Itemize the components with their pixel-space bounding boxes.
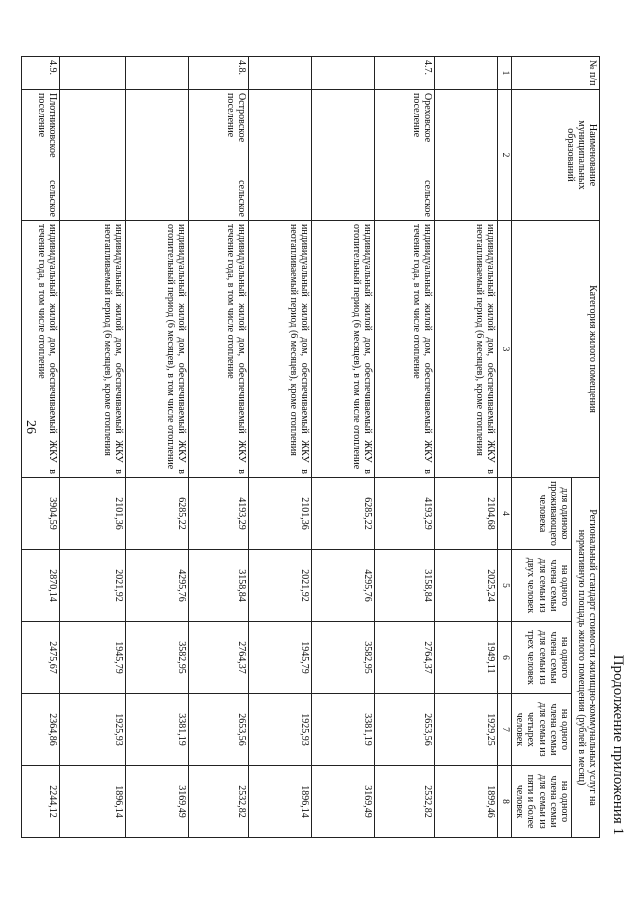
category-cell: индивидуальный жилой дом, обеспечиваемый ЖКУ в неотапливаемый период (6 месяцев), кроме отопления — [60, 221, 126, 478]
value-cell: 3582,95 — [312, 622, 375, 694]
value-cell: 3381,19 — [312, 694, 375, 766]
row-number-cell — [60, 57, 126, 90]
value-cell: 2021,92 — [249, 550, 312, 622]
category-cell: индивидуальный жилой дом, обеспечиваемый ЖКУ в отопительный период (6 месяцев), в том числе отопление — [312, 221, 375, 478]
value-cell: 1945,79 — [60, 622, 126, 694]
category-cell: индивидуальный жилой дом, обеспечиваемый ЖКУ в неотапливаемый период (6 месяцев), кроме отопления — [435, 221, 498, 478]
value-cell: 2101,36 — [249, 478, 312, 550]
row-number-cell — [249, 57, 312, 90]
municipality-cell: Островское сельское поселение — [189, 90, 249, 221]
column-number-row — [498, 57, 512, 838]
header-sub-three: на одного члена семьи для семьи из трех человек — [512, 622, 572, 694]
tariff-table — [21, 56, 600, 838]
value-cell: 3158,84 — [375, 550, 435, 622]
value-cell: 4193,29 — [375, 478, 435, 550]
value-cell: 2244,12 — [22, 766, 60, 838]
value-cell: 1899,46 — [435, 766, 498, 838]
table-row — [435, 57, 498, 838]
row-number-cell: 4.9. — [22, 57, 60, 90]
value-cell: 2653,56 — [375, 694, 435, 766]
municipality-cell: Ореховское сельское поселение — [375, 90, 435, 221]
category-cell: индивидуальный жилой дом, обеспечиваемый ЖКУ в отопительный период (6 месяцев), в том числе отопление — [126, 221, 189, 478]
value-cell: 3582,95 — [126, 622, 189, 694]
col-number: 1 — [498, 57, 512, 90]
page-number: 26 — [23, 420, 38, 434]
value-cell: 2101,36 — [60, 478, 126, 550]
table-row — [126, 57, 189, 838]
col-number: 6 — [498, 622, 512, 694]
table-row — [312, 57, 375, 838]
col-number: 3 — [498, 221, 512, 478]
value-cell: 3381,19 — [126, 694, 189, 766]
value-cell: 1929,25 — [435, 694, 498, 766]
category-cell: индивидуальный жилой дом, обеспечиваемый ЖКУ в течение года, в том числе отопление — [22, 221, 60, 478]
municipality-cell — [126, 90, 189, 221]
value-cell: 2653,56 — [189, 694, 249, 766]
value-cell: 3904,59 — [22, 478, 60, 550]
value-cell: 2364,86 — [22, 694, 60, 766]
row-number-cell — [435, 57, 498, 90]
category-cell: индивидуальный жилой дом, обеспечиваемый ЖКУ в неотапливаемый период (6 месяцев), кроме отопления — [249, 221, 312, 478]
value-cell: 2764,37 — [375, 622, 435, 694]
municipality-cell — [60, 90, 126, 221]
col-number: 8 — [498, 766, 512, 838]
header-sub-five: на одного члена семьи для семьи из пяти и более человек — [512, 766, 572, 838]
municipality-cell — [435, 90, 498, 221]
header-num: № п/п — [512, 57, 600, 90]
value-cell: 2532,82 — [189, 766, 249, 838]
value-cell: 3158,84 — [189, 550, 249, 622]
header-category: Категория жилого помещения — [512, 221, 600, 478]
category-cell: индивидуальный жилой дом, обеспечиваемый ЖКУ в течение года, в том числе отопление — [375, 221, 435, 478]
col-number: 4 — [498, 478, 512, 550]
value-cell: 2021,92 — [60, 550, 126, 622]
value-cell: 1896,14 — [60, 766, 126, 838]
municipality-cell — [249, 90, 312, 221]
category-cell: индивидуальный жилой дом, обеспечиваемый ЖКУ в течение года, в том числе отопление — [189, 221, 249, 478]
row-number-cell: 4.8. — [189, 57, 249, 90]
table-row — [22, 57, 60, 838]
continuation-title: Продолжение приложения 1 — [610, 654, 626, 835]
value-cell: 2104,68 — [435, 478, 498, 550]
municipality-cell: Плотниковское сельское поселение — [22, 90, 60, 221]
col-number: 2 — [498, 90, 512, 221]
row-number-cell — [126, 57, 189, 90]
value-cell: 2532,82 — [375, 766, 435, 838]
value-cell: 4295,76 — [126, 550, 189, 622]
table-row — [249, 57, 312, 838]
value-cell: 4193,29 — [189, 478, 249, 550]
col-number: 5 — [498, 550, 512, 622]
header-sub-four: на одного члена семьи для семьи из четырех человек — [512, 694, 572, 766]
value-cell: 1949,11 — [435, 622, 498, 694]
table-row — [375, 57, 435, 838]
value-cell: 1925,93 — [249, 694, 312, 766]
value-cell: 4295,76 — [312, 550, 375, 622]
row-number-cell: 4.7. — [375, 57, 435, 90]
value-cell: 1896,14 — [249, 766, 312, 838]
col-number: 7 — [498, 694, 512, 766]
row-number-cell — [312, 57, 375, 90]
value-cell: 2870,14 — [22, 550, 60, 622]
header-standard: Региональный стандарт стоимости жилищно-коммунальных услуг на нормативную площадь жилого помещения (рублей в месяц) — [572, 478, 600, 838]
header-sub-single: для одиноко проживающего человека — [512, 478, 572, 550]
municipality-cell — [312, 90, 375, 221]
value-cell: 3169,49 — [126, 766, 189, 838]
table-row — [60, 57, 126, 838]
table-row — [189, 57, 249, 838]
value-cell: 1945,79 — [249, 622, 312, 694]
value-cell: 2025,24 — [435, 550, 498, 622]
header-sub-two: на одного члена семьи для семьи из двух человек — [512, 550, 572, 622]
value-cell: 6285,22 — [312, 478, 375, 550]
value-cell: 6285,22 — [126, 478, 189, 550]
value-cell: 1925,93 — [60, 694, 126, 766]
value-cell: 2475,67 — [22, 622, 60, 694]
header-municipality: Наименование муниципальных образований — [512, 90, 600, 221]
header-row-main — [572, 57, 600, 838]
value-cell: 2764,37 — [189, 622, 249, 694]
value-cell: 3169,49 — [312, 766, 375, 838]
